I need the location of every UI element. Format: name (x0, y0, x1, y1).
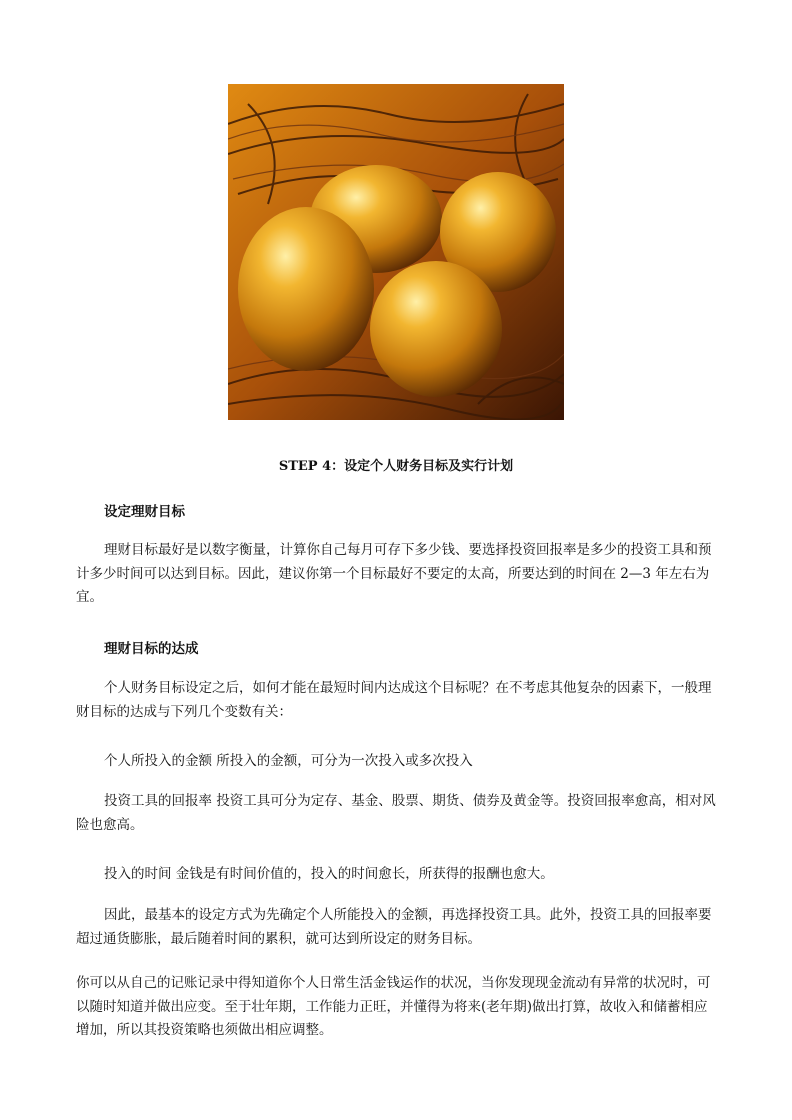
paragraph-conclusion: 因此，最基本的设定方式为先确定个人所能投入的金额，再选择投资工具。此外，投资工具的回报率要超过通货膨胀，最后随着时间的累积，就可达到所设定的财务目标。 (76, 907, 712, 947)
list-item-invested-amount: 个人所投入的金额 所投入的金额，可分为一次投入或多次投入 (104, 753, 473, 769)
section-heading-set-goals: 设定理财目标 (104, 504, 185, 520)
section-heading-achieve-goals: 理财目标的达成 (104, 641, 199, 657)
list-item-invest-time: 投入的时间 金钱是有时间价值的，投入的时间愈长，所获得的报酬也愈大。 (104, 866, 554, 882)
golden-eggs-nest-image (228, 84, 564, 420)
paragraph-set-goals: 理财目标最好是以数字衡量，计算你自己每月可存下多少钱、要选择投资回报率是多少的投资工具和预计多少时间可以达到目标。因此，建议你第一个目标最好不要定的太高，所要达到的时间在 2—3 年左右为宜。 (76, 542, 712, 605)
paragraph-achieve-intro: 个人财务目标设定之后，如何才能在最短时间内达成这个目标呢？在不考虑其他复杂的因素下，一般理财目标的达成与下列几个变数有关： (76, 680, 712, 720)
paragraph-closing: 你可以从自己的记账记录中得知道你个人日常生活金钱运作的状况，当你发现现金流动有异常的状况时，可以随时知道并做出应变。至于壮年期，工作能力正旺，并懂得为将来(老年期)做出打算，故收入和储蓄相应增加，所以其投资策略也须做出相应调整。 (76, 975, 711, 1038)
list-item-return-rate: 投资工具的回报率 投资工具可分为定存、基金、股票、期货、债券及黄金等。投资回报率愈高，相对风险也愈高。 (76, 793, 716, 833)
page-title: STEP 4：设定个人财务目标及实行计划 (278, 459, 514, 474)
